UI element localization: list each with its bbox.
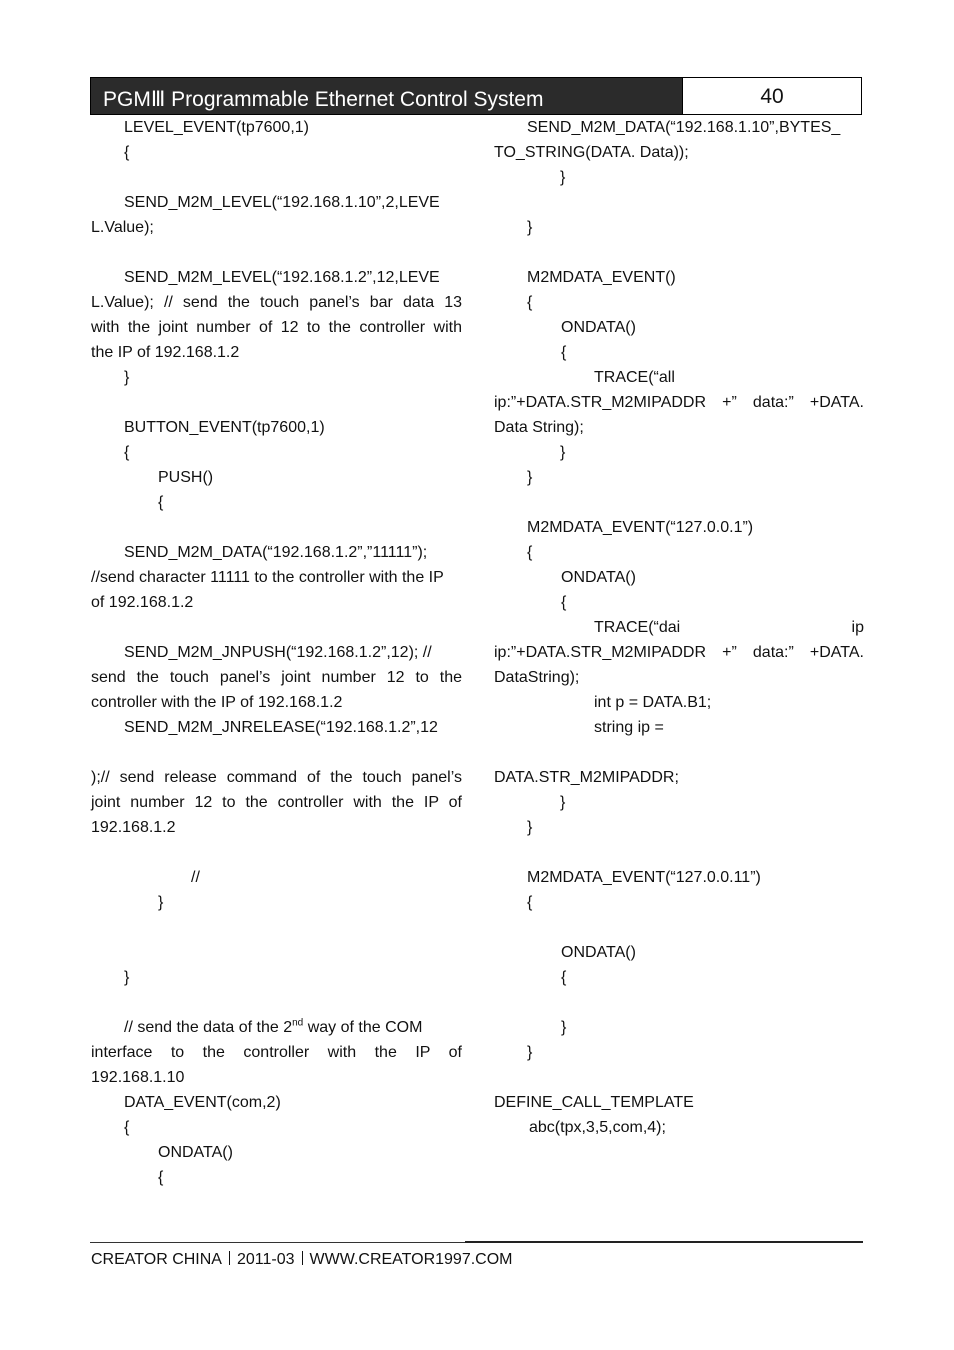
text-span: // send the data of the 2 bbox=[124, 1019, 293, 1036]
code-line: } bbox=[527, 219, 533, 236]
code-line: } bbox=[560, 794, 566, 811]
footer-divider-accent bbox=[465, 1241, 863, 1243]
code-line: interface to the controller with the IP of bbox=[91, 1044, 462, 1061]
code-line: M2MDATA_EVENT(“127.0.0.11”) bbox=[527, 869, 761, 886]
code-line: 192.168.1.2 bbox=[91, 819, 176, 836]
code-line: ip:”+DATA.STR_M2MIPADDR +” data:” +DATA. bbox=[494, 644, 864, 661]
code-line: } bbox=[527, 469, 533, 486]
code-line: //send character 11111 to the controller with the IP bbox=[91, 569, 444, 586]
footer-date: 2011-03 bbox=[236, 1251, 295, 1268]
code-line: SEND_M2M_JNPUSH(“192.168.1.2”,12); // bbox=[124, 644, 432, 661]
code-line: TRACE(“all bbox=[594, 369, 675, 386]
code-line bbox=[124, 1015, 462, 1040]
text-span: ip bbox=[851, 619, 864, 636]
code-line: ip:”+DATA.STR_M2MIPADDR +” data:” +DATA. bbox=[494, 394, 864, 411]
code-line: } bbox=[124, 969, 130, 986]
footer-separator bbox=[302, 1251, 303, 1265]
code-line: controller with the IP of 192.168.1.2 bbox=[91, 694, 343, 711]
footer-website: WWW.CREATOR1997.COM bbox=[309, 1251, 513, 1268]
code-line: } bbox=[561, 1019, 567, 1036]
code-line: joint number 12 to the controller with the IP of bbox=[91, 794, 462, 811]
code-line: TO_STRING(DATA. Data)); bbox=[494, 144, 689, 161]
code-line: { bbox=[124, 144, 130, 161]
page-number: 40 bbox=[682, 78, 861, 114]
superscript: nd bbox=[292, 1017, 304, 1029]
code-line: DATA_EVENT(com,2) bbox=[124, 1094, 281, 1111]
code-line: with the joint number of 12 to the controller with bbox=[91, 319, 462, 336]
code-line: { bbox=[527, 894, 533, 911]
code-line: of 192.168.1.2 bbox=[91, 594, 194, 611]
code-line: SEND_M2M_DATA(“192.168.1.2”,”11111”); bbox=[124, 544, 428, 561]
code-line: M2MDATA_EVENT() bbox=[527, 269, 676, 286]
code-line: } bbox=[124, 369, 130, 386]
code-line: L.Value); bbox=[91, 219, 154, 236]
code-line: PUSH() bbox=[158, 469, 214, 486]
code-line: // bbox=[191, 869, 200, 886]
footer-company: CREATOR CHINA bbox=[91, 1251, 222, 1268]
code-line: DataString); bbox=[494, 669, 580, 686]
code-line: { bbox=[124, 444, 130, 461]
code-line: { bbox=[527, 294, 533, 311]
code-line: SEND_M2M_DATA(“192.168.1.10”,BYTES_ bbox=[527, 119, 841, 136]
code-line: M2MDATA_EVENT(“127.0.0.1”) bbox=[527, 519, 754, 536]
code-line: ONDATA() bbox=[158, 1144, 233, 1161]
code-line: DATA.STR_M2MIPADDR; bbox=[494, 769, 679, 786]
code-line: { bbox=[124, 1119, 130, 1136]
code-line: } bbox=[527, 1044, 533, 1061]
code-line: { bbox=[158, 1169, 164, 1186]
document-title: PGMⅢ Programmable Ethernet Control System bbox=[91, 78, 682, 114]
code-line: ONDATA() bbox=[561, 569, 636, 586]
code-line: SEND_M2M_LEVEL(“192.168.1.10”,2,LEVE bbox=[124, 194, 440, 211]
code-line: int p = DATA.B1; bbox=[594, 694, 712, 711]
code-line: 192.168.1.10 bbox=[91, 1069, 185, 1086]
code-line: } bbox=[158, 894, 164, 911]
page-header bbox=[90, 77, 862, 115]
code-line: SEND_M2M_JNRELEASE(“192.168.1.2”,12 bbox=[124, 719, 438, 736]
code-line: { bbox=[158, 494, 164, 511]
code-line: } bbox=[560, 169, 566, 186]
code-line: { bbox=[561, 344, 567, 361]
code-line: { bbox=[561, 969, 567, 986]
code-line bbox=[594, 615, 864, 640]
code-line: } bbox=[527, 819, 533, 836]
code-line: ONDATA() bbox=[561, 944, 636, 961]
code-line: { bbox=[527, 544, 533, 561]
code-line: ONDATA() bbox=[561, 319, 636, 336]
code-line: } bbox=[560, 444, 566, 461]
code-line: string ip = bbox=[594, 719, 664, 736]
footer-separator bbox=[229, 1251, 230, 1265]
code-line: SEND_M2M_LEVEL(“192.168.1.2”,12,LEVE bbox=[124, 269, 440, 286]
code-line: send the touch panel’s joint number 12 to the bbox=[91, 669, 462, 686]
text-span: TRACE(“dai bbox=[594, 619, 681, 636]
code-line: BUTTON_EVENT(tp7600,1) bbox=[124, 419, 325, 436]
code-line: the IP of 192.168.1.2 bbox=[91, 344, 240, 361]
code-line: abc(tpx,3,5,com,4); bbox=[529, 1119, 666, 1136]
code-line: );// send release command of the touch panel’s bbox=[91, 769, 462, 786]
page-footer bbox=[91, 1248, 513, 1272]
code-line: { bbox=[561, 594, 567, 611]
text-span: way of the COM bbox=[303, 1019, 423, 1036]
code-line: L.Value); // send the touch panel’s bar data 13 bbox=[91, 294, 462, 311]
code-line: LEVEL_EVENT(tp7600,1) bbox=[124, 119, 309, 136]
code-line: DEFINE_CALL_TEMPLATE bbox=[494, 1094, 694, 1111]
code-line: Data String); bbox=[494, 419, 584, 436]
